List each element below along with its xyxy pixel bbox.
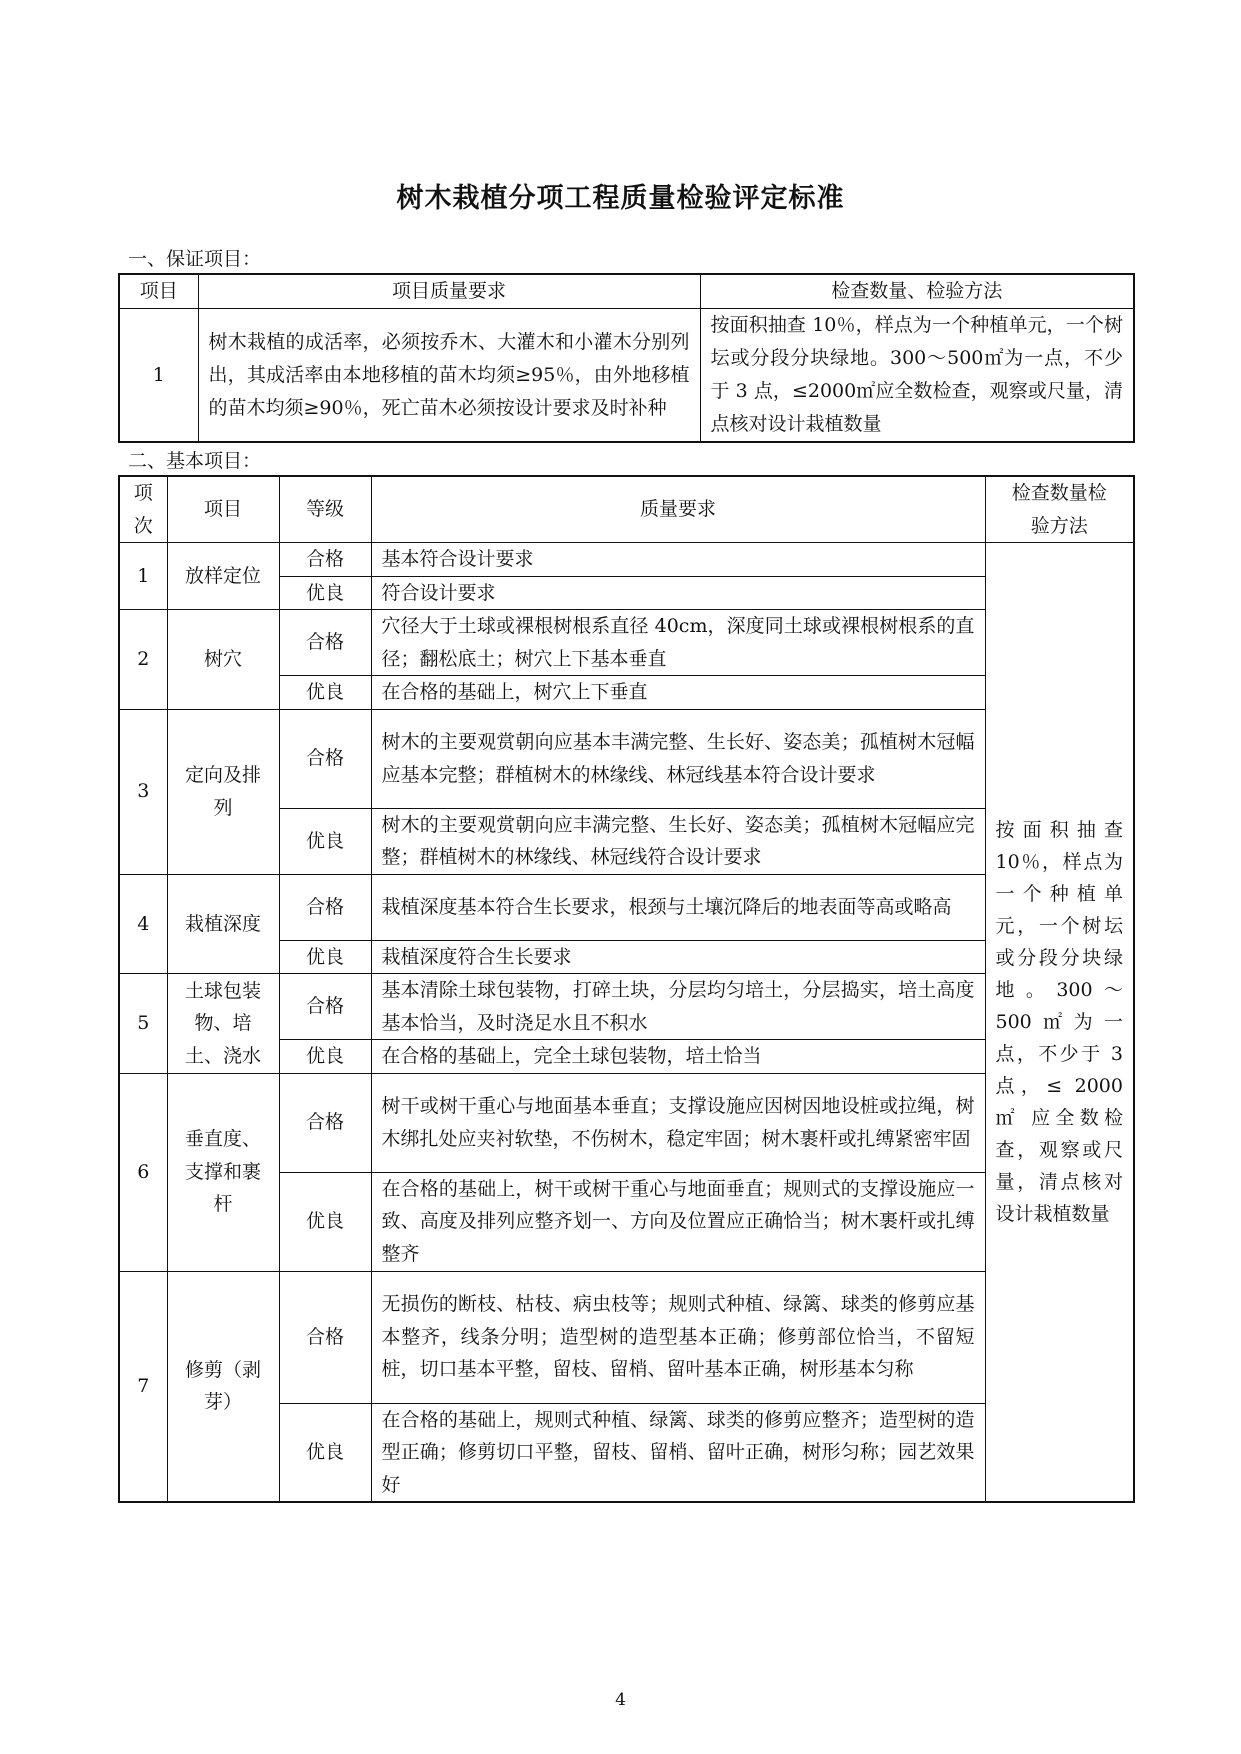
- requirement-good: 在合格的基础上，树穴上下垂直: [371, 676, 985, 710]
- item-number: 5: [119, 974, 167, 1074]
- item-name: 放样定位: [167, 543, 279, 610]
- requirement-pass: 穴径大于土球或裸根树根系直径 40cm，深度同土球或裸根树根系的直径；翻松底土；树穴上下基本垂直: [371, 610, 985, 676]
- section-heading-guarantee: 一、保证项目：: [128, 248, 262, 270]
- page-title: 树木栽植分项工程质量检验评定标准: [396, 183, 845, 214]
- grade-good: 优良: [279, 808, 371, 874]
- header-requirement: 质量要求: [371, 476, 985, 543]
- item-name: 垂直度、支撑和裹杆: [167, 1073, 279, 1271]
- grade-pass: 合格: [279, 1271, 371, 1403]
- grade-pass: 合格: [279, 1073, 371, 1172]
- item-name: 栽植深度: [167, 874, 279, 974]
- item-number: 6: [119, 1073, 167, 1271]
- requirement-good: 符合设计要求: [371, 576, 985, 610]
- item-name: 树穴: [167, 610, 279, 710]
- grade-pass: 合格: [279, 543, 371, 577]
- grade-pass: 合格: [279, 974, 371, 1040]
- header-method: 检查数量、检验方法: [700, 274, 1134, 309]
- item-number: 2: [119, 610, 167, 710]
- grade-good: 优良: [279, 940, 371, 974]
- header-method: 检查数量检验方法: [985, 476, 1134, 543]
- requirement-pass: 树干或树干重心与地面基本垂直；支撑设施应因树因地设桩或拉绳，树木绑扎处应夹衬软垫，不伤树木，稳定牢固；树木裹杆或扎缚紧密牢固: [371, 1073, 985, 1172]
- header-requirement: 项目质量要求: [198, 274, 700, 309]
- item-number: 4: [119, 874, 167, 974]
- method-cell: 按面积抽查10％，样点为一个种植单元，一个树坛或分段分块绿地。300～500㎡为一点，不少于 3 点，≤ 2000 ㎡ 应全数检查，观察或尺量，清点核对设计栽植数量: [985, 543, 1134, 1503]
- grade-pass: 合格: [279, 874, 371, 940]
- section-heading-basic: 二、基本项目：: [128, 450, 262, 472]
- grade-good: 优良: [279, 1172, 371, 1271]
- grade-pass: 合格: [279, 610, 371, 676]
- requirement-pass: 无损伤的断枝、枯枝、病虫枝等；规则式种植、绿篱、球类的修剪应基本整齐，线条分明；造型树的造型基本正确；修剪部位恰当，不留短桩，切口基本平整，留枝、留梢、留叶基本正确，树形基本匀称: [371, 1271, 985, 1403]
- grade-good: 优良: [279, 676, 371, 710]
- page-number: 4: [615, 1690, 626, 1710]
- requirement-good: 在合格的基础上，完全土球包装物，培土恰当: [371, 1040, 985, 1074]
- requirement-good: 在合格的基础上，规则式种植、绿篱、球类的修剪应整齐；造型树的造型正确；修剪切口平整，留枝、留梢、留叶正确，树形匀称；园艺效果好: [371, 1403, 985, 1502]
- header-grade: 等级: [279, 476, 371, 543]
- requirement-pass: 栽植深度基本符合生长要求，根颈与土壤沉降后的地表面等高或略高: [371, 874, 985, 940]
- header-item: 项目: [119, 274, 198, 309]
- requirement-good: 栽植深度符合生长要求: [371, 940, 985, 974]
- grade-good: 优良: [279, 576, 371, 610]
- requirement-cell: 树木栽植的成活率，必须按乔木、大灌木和小灌木分别列出，其成活率由本地移植的苗木均须≥95％，由外地移植的苗木均须≥90％，死亡苗木必须按设计要求及时补种: [198, 309, 700, 443]
- requirement-good: 树木的主要观赏朝向应丰满完整、生长好、姿态美；孤植树木冠幅应完整；群植树木的林缘线、林冠线符合设计要求: [371, 808, 985, 874]
- item-number: 7: [119, 1271, 167, 1502]
- item-number: 3: [119, 709, 167, 874]
- item-number: 1: [119, 543, 167, 610]
- requirement-pass: 基本符合设计要求: [371, 543, 985, 577]
- grade-good: 优良: [279, 1403, 371, 1502]
- item-name: 土球包装物、培土、浇水: [167, 974, 279, 1074]
- requirement-pass: 基本清除土球包装物，打碎土块，分层均匀培土，分层捣实，培土高度基本恰当，及时浇足水且不积水: [371, 974, 985, 1040]
- header-item: 项目: [167, 476, 279, 543]
- grade-good: 优良: [279, 1040, 371, 1074]
- row-number: 1: [119, 309, 198, 443]
- basic-items-table: [118, 475, 1135, 1503]
- requirement-pass: 树木的主要观赏朝向应基本丰满完整、生长好、姿态美；孤植树木冠幅应基本完整；群植树木的林缘线、林冠线基本符合设计要求: [371, 709, 985, 808]
- method-cell: 按面积抽查 10％，样点为一个种植单元，一个树坛或分段分块绿地。300～500㎡为一点，不少于 3 点，≤2000㎡应全数检查，观察或尺量，清点核对设计栽植数量: [700, 309, 1134, 443]
- item-name: 定向及排列: [167, 709, 279, 874]
- guarantee-table: [118, 273, 1135, 443]
- item-name: 修剪（剥芽）: [167, 1271, 279, 1502]
- requirement-good: 在合格的基础上，树干或树干重心与地面垂直；规则式的支撑设施应一致、高度及排列应整齐划一、方向及位置应正确恰当；树木裹杆或扎缚整齐: [371, 1172, 985, 1271]
- header-no: 项次: [119, 476, 167, 543]
- grade-pass: 合格: [279, 709, 371, 808]
